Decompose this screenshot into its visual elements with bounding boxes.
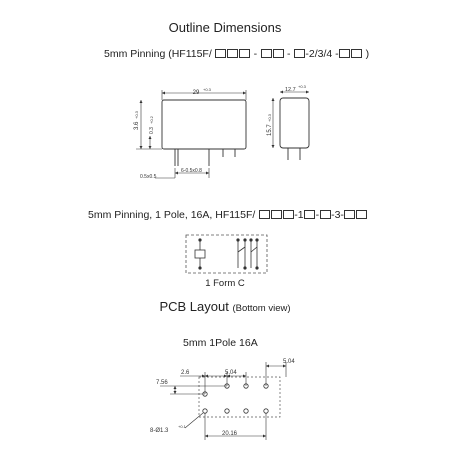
pinning-code-2-end: -3- <box>331 209 344 221</box>
pcb-dim-holes: 8-Ø1.3 <box>150 428 169 434</box>
switch-contact-icon <box>238 240 257 268</box>
pcb-dim-5-04-top: 5.04 <box>283 359 295 365</box>
pcb-holes <box>203 384 268 413</box>
pcb-dim-5-04-mid: 5.04 <box>225 370 237 376</box>
dim-pin-pitch: 6-0.5x0.8 <box>181 168 202 174</box>
circuit-schematic <box>186 235 267 273</box>
side-view-dimensions <box>273 92 309 148</box>
pcb-dim-7-56: 7.56 <box>156 380 168 386</box>
contact-form-label: 1 Form C <box>205 278 245 289</box>
dim-width-tol: +0.3 <box>203 87 211 92</box>
pinning-code-line-1: 5mm Pinning (HF115F/ - - -2/3/4 - ) <box>104 48 370 60</box>
pcb-pole-label: 5mm 1Pole 16A <box>183 337 258 349</box>
coil-icon <box>195 240 205 268</box>
dim-width: 29 <box>192 90 200 96</box>
pcb-title: PCB Layout <box>159 299 229 314</box>
dim-small-height: 0.3 <box>149 127 155 134</box>
dim-depth-tol: +0.3 <box>298 84 306 89</box>
dim-small-height-tol: +0.2 <box>149 116 154 124</box>
pcb-dim-2-6: 2.6 <box>181 370 190 376</box>
pinning-code-prefix: 5mm Pinning (HF115F/ <box>104 48 212 60</box>
diagram-title: Outline Dimensions <box>168 20 282 35</box>
relay-front-view <box>162 100 246 166</box>
dim-height-left: 3.6 <box>134 121 140 130</box>
pcb-dim-holes-tol: +0.1 <box>178 424 186 429</box>
pinning-code-close: ) <box>365 48 370 60</box>
dim-depth: 12.7 <box>285 87 296 93</box>
pinning-code-suffix: -2/3/4 - <box>305 48 339 60</box>
dim-height-tol: +0.3 <box>267 114 272 122</box>
dim-pin-size: 0.5x0.5 <box>140 174 157 180</box>
pcb-subtitle: (Bottom view) <box>232 303 291 314</box>
dim-height-left-tol: +0.3 <box>134 111 139 119</box>
pinning-code-2-prefix: 5mm Pinning, 1 Pole, 16A, HF115F/ <box>88 209 256 221</box>
dim-height: 15.7 <box>267 124 273 136</box>
pinning-code-2-mid: -1 <box>294 209 304 221</box>
pinning-code-2-dash: - <box>315 209 320 221</box>
pcb-dim-20-16: 20.16 <box>222 431 238 437</box>
relay-side-view <box>280 98 309 160</box>
